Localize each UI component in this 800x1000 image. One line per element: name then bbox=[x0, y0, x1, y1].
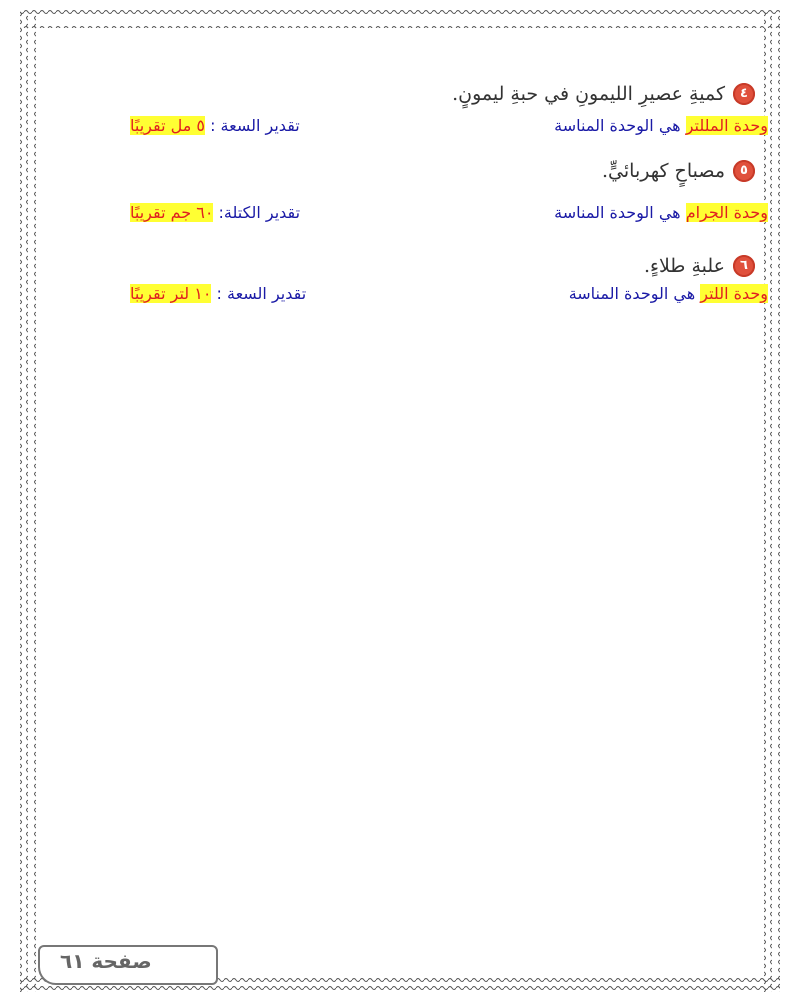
unit-name: الجرام bbox=[685, 203, 729, 222]
unit-prefix: وحدة bbox=[728, 203, 768, 222]
question-number-badge: ٦ bbox=[733, 255, 755, 277]
question-text: كميةِ عصيرِ الليمونِ في حبةِ ليمونٍ. bbox=[452, 83, 725, 105]
estimate-answer bbox=[130, 203, 300, 222]
estimate-value: ٥ مل تقريبًا bbox=[130, 116, 205, 135]
estimate-label: تقدير السعة : bbox=[211, 284, 307, 303]
unit-answer bbox=[554, 116, 768, 135]
estimate-value: ١٠ لتر تقريبًا bbox=[130, 284, 212, 303]
unit-suffix: هي الوحدة المناسة bbox=[568, 284, 701, 303]
unit-prefix: وحدة bbox=[728, 284, 768, 303]
question-text: علبةِ طلاءٍ. bbox=[643, 255, 725, 277]
unit-name: المللتر bbox=[685, 116, 729, 135]
answer-row-4 bbox=[130, 116, 768, 142]
question-text: مصباحٍ كهربائيٍّ. bbox=[601, 160, 725, 182]
question-number-badge: ٥ bbox=[733, 160, 755, 182]
estimate-label: تقدير السعة : bbox=[204, 116, 300, 135]
unit-answer bbox=[569, 284, 768, 303]
estimate-value: ٦٠ جم تقريبًا bbox=[130, 203, 214, 222]
question-6 bbox=[644, 255, 755, 277]
estimate-answer bbox=[130, 284, 306, 303]
unit-suffix: هي الوحدة المناسة bbox=[554, 203, 686, 222]
answer-row-5 bbox=[130, 203, 768, 229]
unit-prefix: وحدة bbox=[728, 116, 768, 135]
page-number-label: صفحة ٦١ bbox=[60, 949, 152, 973]
unit-answer bbox=[554, 203, 768, 222]
question-number-badge: ٤ bbox=[733, 83, 755, 105]
estimate-label: تقدير الكتلة: bbox=[213, 203, 301, 222]
answer-row-6 bbox=[130, 284, 768, 310]
unit-name: اللتر bbox=[700, 284, 729, 303]
question-5 bbox=[602, 160, 755, 182]
estimate-answer bbox=[130, 116, 300, 135]
unit-suffix: هي الوحدة المناسة bbox=[554, 116, 686, 135]
question-4 bbox=[452, 83, 755, 105]
